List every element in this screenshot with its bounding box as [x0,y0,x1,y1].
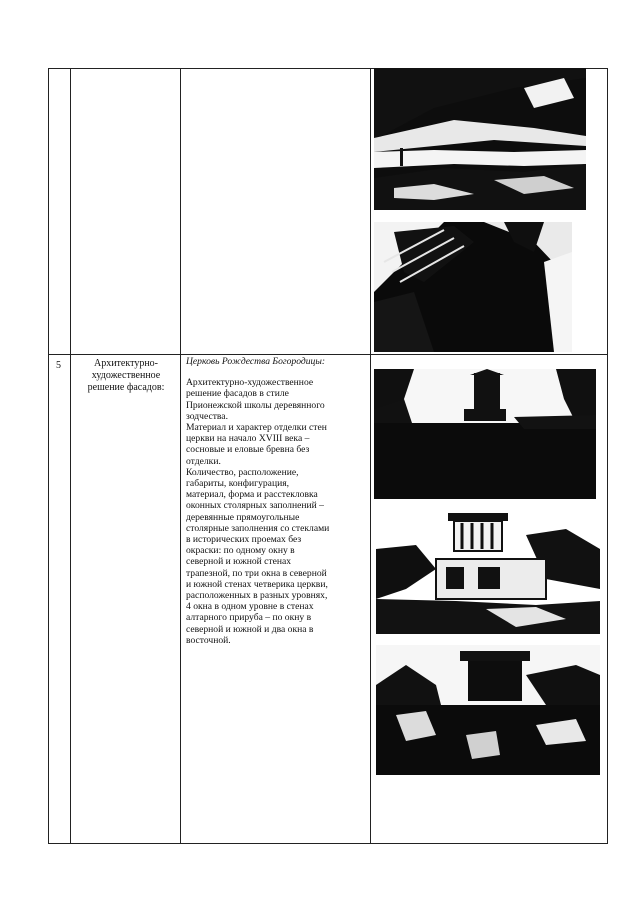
text-line: деревянные прямоугольные [186,511,300,523]
text-line: северной и южной и два окна в [186,623,314,635]
text-line: алтарного прируба – по окну в [186,612,312,624]
description-paragraph [186,422,362,467]
row-number: 5 [56,360,61,371]
text-line: зодчества. [186,410,228,422]
row-description [186,356,368,646]
column-divider-3 [370,68,371,844]
text-line: Материал и характер отделки стен [186,422,327,434]
photo-riverbank-icon [374,68,586,210]
description-paragraph [186,377,368,422]
photo-roof-detail-icon [374,222,572,352]
text-line: решение фасадов в стиле [186,388,289,400]
row-name [76,358,176,394]
row-name-line: художественное [91,370,161,381]
text-line: и южной стенах четверика церкви, [186,578,328,590]
text-line: Прионежской школы деревянного [186,399,325,411]
table-border-right [607,68,608,844]
text-line: церкви на начало XVIII века – [186,433,310,445]
text-line: восточной. [186,634,231,646]
photo-church-silhouette-icon [374,369,596,499]
text-line: 4 окна в одном уровне в стенах [186,601,314,613]
text-line: Количество, расположение, [186,466,299,478]
text-line: окраски: по одному окну в [186,545,295,557]
text-line: Архитектурно-художественное [186,377,314,389]
text-line: сосновые и еловые бревна без [186,444,310,456]
text-line: расположенных в разных уровнях, [186,590,328,602]
photo-church-restoration-icon [376,509,600,634]
row-name-line: Архитектурно- [93,358,159,369]
text-line: северной и южной стенах [186,556,292,568]
photo-church-tower-icon [376,645,600,775]
row-name-line: решение фасадов: [87,382,165,393]
row-divider [48,354,608,355]
table-border-left [48,68,49,844]
column-divider-1 [70,68,71,844]
text-line: столярные заполнения со стеклами [186,522,330,534]
text-line: отделки. [186,455,221,467]
text-line: трапезной, по три окна в северной [186,567,327,579]
description-paragraph [186,467,368,646]
text-line: в исторических проемах без [186,534,302,546]
table-border-bottom [48,843,608,844]
text-line: габариты, конфигурация, [186,478,290,490]
text-line: материал, форма и расстекловка [186,489,318,501]
text-line: оконных столярных заполнений – [186,500,324,512]
church-title: Церковь Рождества Богородицы: [186,356,326,367]
column-divider-2 [180,68,181,844]
